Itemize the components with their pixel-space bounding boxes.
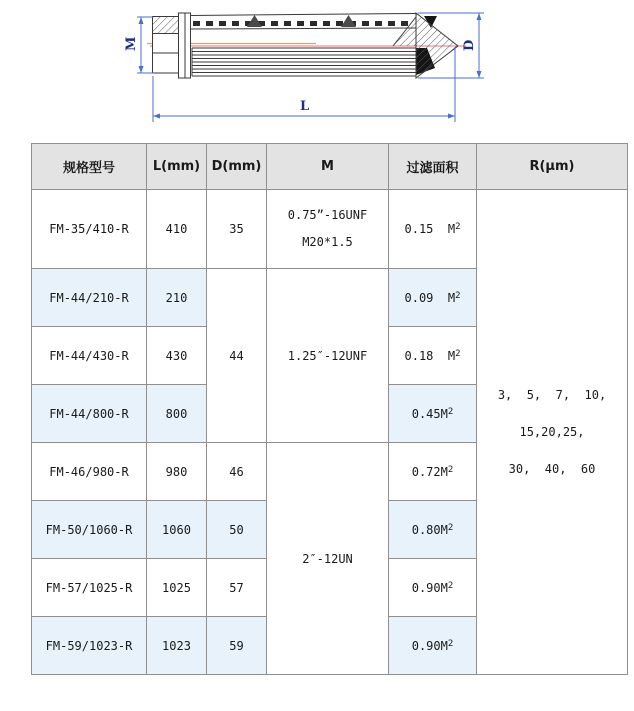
cell-area: $0.90M^2$ [389, 617, 477, 675]
cell-model: FM-57/1025-R [32, 559, 147, 617]
cell-d: 57 [207, 559, 267, 617]
cell-model: FM-35/410-R [32, 190, 147, 269]
cell-l: 210 [147, 269, 207, 327]
cell-area: $0.45M^2$ [389, 385, 477, 443]
perforated-tube [191, 14, 438, 30]
cell-area: 0.09 $M^2$ [389, 269, 477, 327]
cell-thread-merged: 1.25″-12UNF [267, 269, 389, 443]
cell-l: 980 [147, 443, 207, 501]
cell-l: 1025 [147, 559, 207, 617]
dim-label-d: D [462, 39, 477, 51]
cell-area: $0.72M^2$ [389, 443, 477, 501]
spec-table [31, 143, 628, 675]
header-area: 过滤面积 [389, 144, 477, 190]
cell-l: 800 [147, 385, 207, 443]
collar-flange [179, 13, 191, 78]
filter-element-drawing [0, 0, 634, 143]
cell-d: 46 [207, 443, 267, 501]
header-d: D(mm) [207, 144, 267, 190]
cell-d-merged: 44 [207, 269, 267, 443]
cell-area: 0.15 $M^2$ [389, 190, 477, 269]
cell-model: FM-44/210-R [32, 269, 147, 327]
cell-area: $0.90M^2$ [389, 559, 477, 617]
dim-label-l: L [300, 99, 310, 114]
pleated-media [192, 48, 435, 76]
cell-area: 0.18 $M^2$ [389, 327, 477, 385]
cell-model: FM-59/1023-R [32, 617, 147, 675]
cell-l: 1023 [147, 617, 207, 675]
header-l: L(mm) [147, 144, 207, 190]
cell-d: 35 [207, 190, 267, 269]
cell-d: 50 [207, 501, 267, 559]
dim-label-m: M [124, 36, 139, 51]
cell-model: FM-44/800-R [32, 385, 147, 443]
table-row [32, 190, 628, 269]
cell-thread: 0.75”-16UNF M20*1.5 [267, 190, 389, 269]
cell-l: 1060 [147, 501, 207, 559]
thread-fitting [153, 17, 179, 74]
cell-model: FM-50/1060-R [32, 501, 147, 559]
dimension-m [124, 17, 153, 73]
header-model: 规格型号 [32, 144, 147, 190]
cell-thread-merged: 2″-12UN [267, 443, 389, 675]
header-r: R(μm) [477, 144, 628, 190]
header-m: M [267, 144, 389, 190]
cell-r-merged: 3, 5, 7, 10, 15,20,25, 30, 40, 60 [477, 190, 628, 675]
cell-model: FM-44/430-R [32, 327, 147, 385]
dimension-l [153, 48, 455, 122]
cell-d: 59 [207, 617, 267, 675]
cell-l: 430 [147, 327, 207, 385]
cell-area: $0.80M^2$ [389, 501, 477, 559]
cell-model: FM-46/980-R [32, 443, 147, 501]
filter-element-svg [0, 0, 634, 143]
cell-l: 410 [147, 190, 207, 269]
header-row [32, 144, 628, 190]
